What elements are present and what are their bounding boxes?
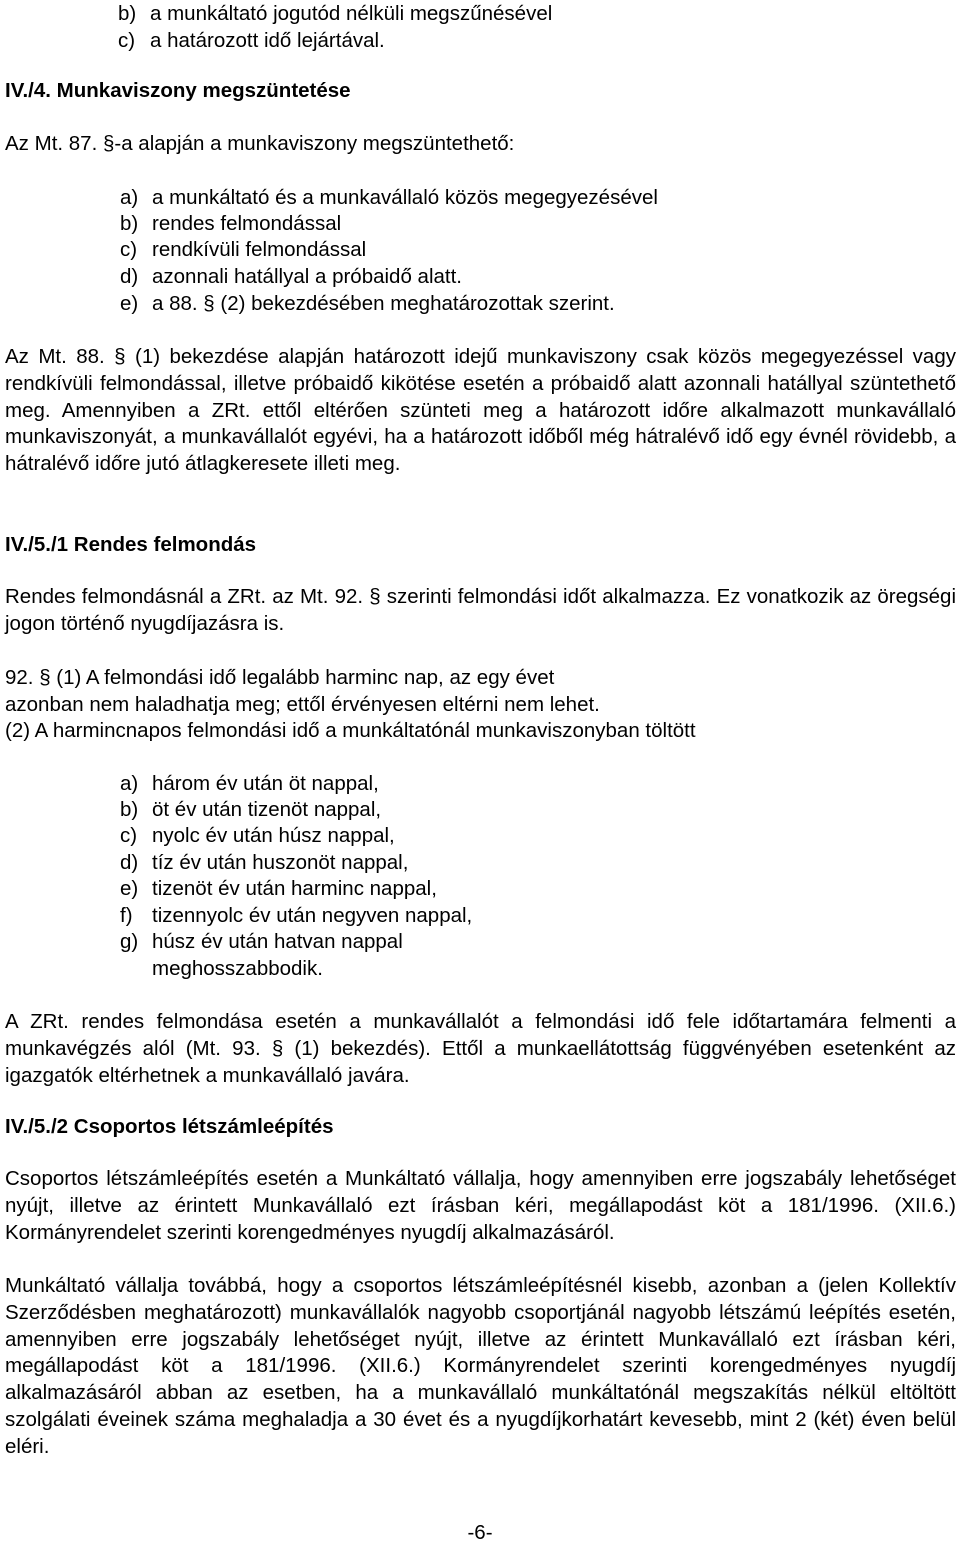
paragraph-felmentes: A ZRt. rendes felmondása esetén a munkavállalót a felmondási idő fele időtartamára felmenti a munkavégzés alól (Mt. 93. § (1) bekezdés). Ettől a munkaellátottság függvényében esetenként az igazgatók eltérhetnek a munkavállaló javára. (5, 1010, 956, 1087)
list-item: d) tíz év után huszonöt nappal, (120, 851, 409, 874)
list-item: g) húsz év után hatvan nappal (120, 930, 403, 953)
list-item: a) a munkáltató és a munkavállaló közös megegyezésével (120, 186, 658, 209)
list-item: d) azonnali hatállyal a próbaidő alatt. (120, 265, 462, 288)
paragraph-munkaltato: Munkáltató vállalja továbbá, hogy a csoportos létszámleépítésnél kisebb, azonban a (jelen Kollektív Szerződésben meghatározott) munkavállalók nagyobb csoportjánál nagyobb létszámú leépítés esetén, amennyiben erre jogszabály lehetőséget nyújt, illetve az érintett Munkavállaló ezt írásban kéri, megállapodást köt a 181/1996. (XII.6.) Kormányrendelet szerinti korengedményes nyugdíj alkalmazásáról abban az esetben, ha a munkavállaló munkáltatónál megszakítás nélkül eltöltött szolgálati éveinek száma meghaladja a 30 évet és a nyugdíjkorhatárt kevesebb, mint 2 (két) éven belül eléri. (5, 1274, 956, 1458)
paragraph-intro: Az Mt. 87. §-a alapján a munkaviszony megszüntethető: (5, 132, 515, 155)
list-item: b) rendes felmondással (120, 212, 342, 235)
list-item: e) tizenöt év után harminc nappal, (120, 877, 437, 900)
law-quote-line: 92. § (1) A felmondási idő legalább harminc nap, az egy évet (5, 666, 555, 689)
list-item: a) három év után öt nappal, (120, 772, 379, 795)
paragraph-mt88: Az Mt. 88. § (1) bekezdése alapján határozott idejű munkaviszony csak közös megegyezéssel vagy rendkívüli felmondással, illetve próbaidő kikötése esetén a próbaidő alatt azonnali hatállyal szüntethető meg. Amennyiben a ZRt. ettől eltérően szünteti meg a határozott időre alkalmazott munkavállaló munkaviszonyát, a munkavállalót egyévi, ha a határozott időből még hátralévő idő egy évnél rövidebb, a hátralévő időre jutó átlagkeresete illeti meg. (5, 345, 956, 476)
paragraph-csoportos: Csoportos létszámleépítés esetén a Munkáltató vállalja, hogy amennyiben erre jogszabály lehetőséget nyújt, illetve az érintett Munkavállaló ezt írásban kéri, megállapodást köt a 181/1996. (XII.6.) Kormányrendelet szerinti korengedményes nyugdíj alkalmazásáról. (5, 1167, 956, 1244)
page-number: -6- (467, 1521, 493, 1544)
section-heading: IV./4. Munkaviszony megszüntetése (5, 79, 351, 102)
list-continuation: meghosszabbodik. (152, 957, 323, 980)
law-quote-line: (2) A harmincnapos felmondási idő a munkáltatónál munkaviszonyban töltött (5, 719, 696, 742)
law-quote-line: azonban nem haladhatja meg; ettől érvényesen eltérni nem lehet. (5, 693, 600, 716)
list-item: f) tizennyolc év után negyven nappal, (120, 904, 473, 927)
list-item: c) a határozott idő lejártával. (118, 29, 385, 52)
section-heading: IV./5./2 Csoportos létszámleépítés (5, 1115, 334, 1138)
list-item: b) öt év után tizenöt nappal, (120, 798, 382, 821)
list-item: c) nyolc év után húsz nappal, (120, 824, 395, 847)
section-heading: IV./5./1 Rendes felmondás (5, 533, 257, 556)
list-item: b) a munkáltató jogutód nélküli megszűnésével (118, 2, 553, 25)
paragraph-rendes: Rendes felmondásnál a ZRt. az Mt. 92. § szerinti felmondási időt alkalmazza. Ez vonatkozik az öregségi jogon történő nyugdíjazásra is. (5, 585, 956, 635)
list-item: c) rendkívüli felmondással (120, 238, 367, 261)
list-item: e) a 88. § (2) bekezdésében meghatározottak szerint. (120, 292, 615, 315)
